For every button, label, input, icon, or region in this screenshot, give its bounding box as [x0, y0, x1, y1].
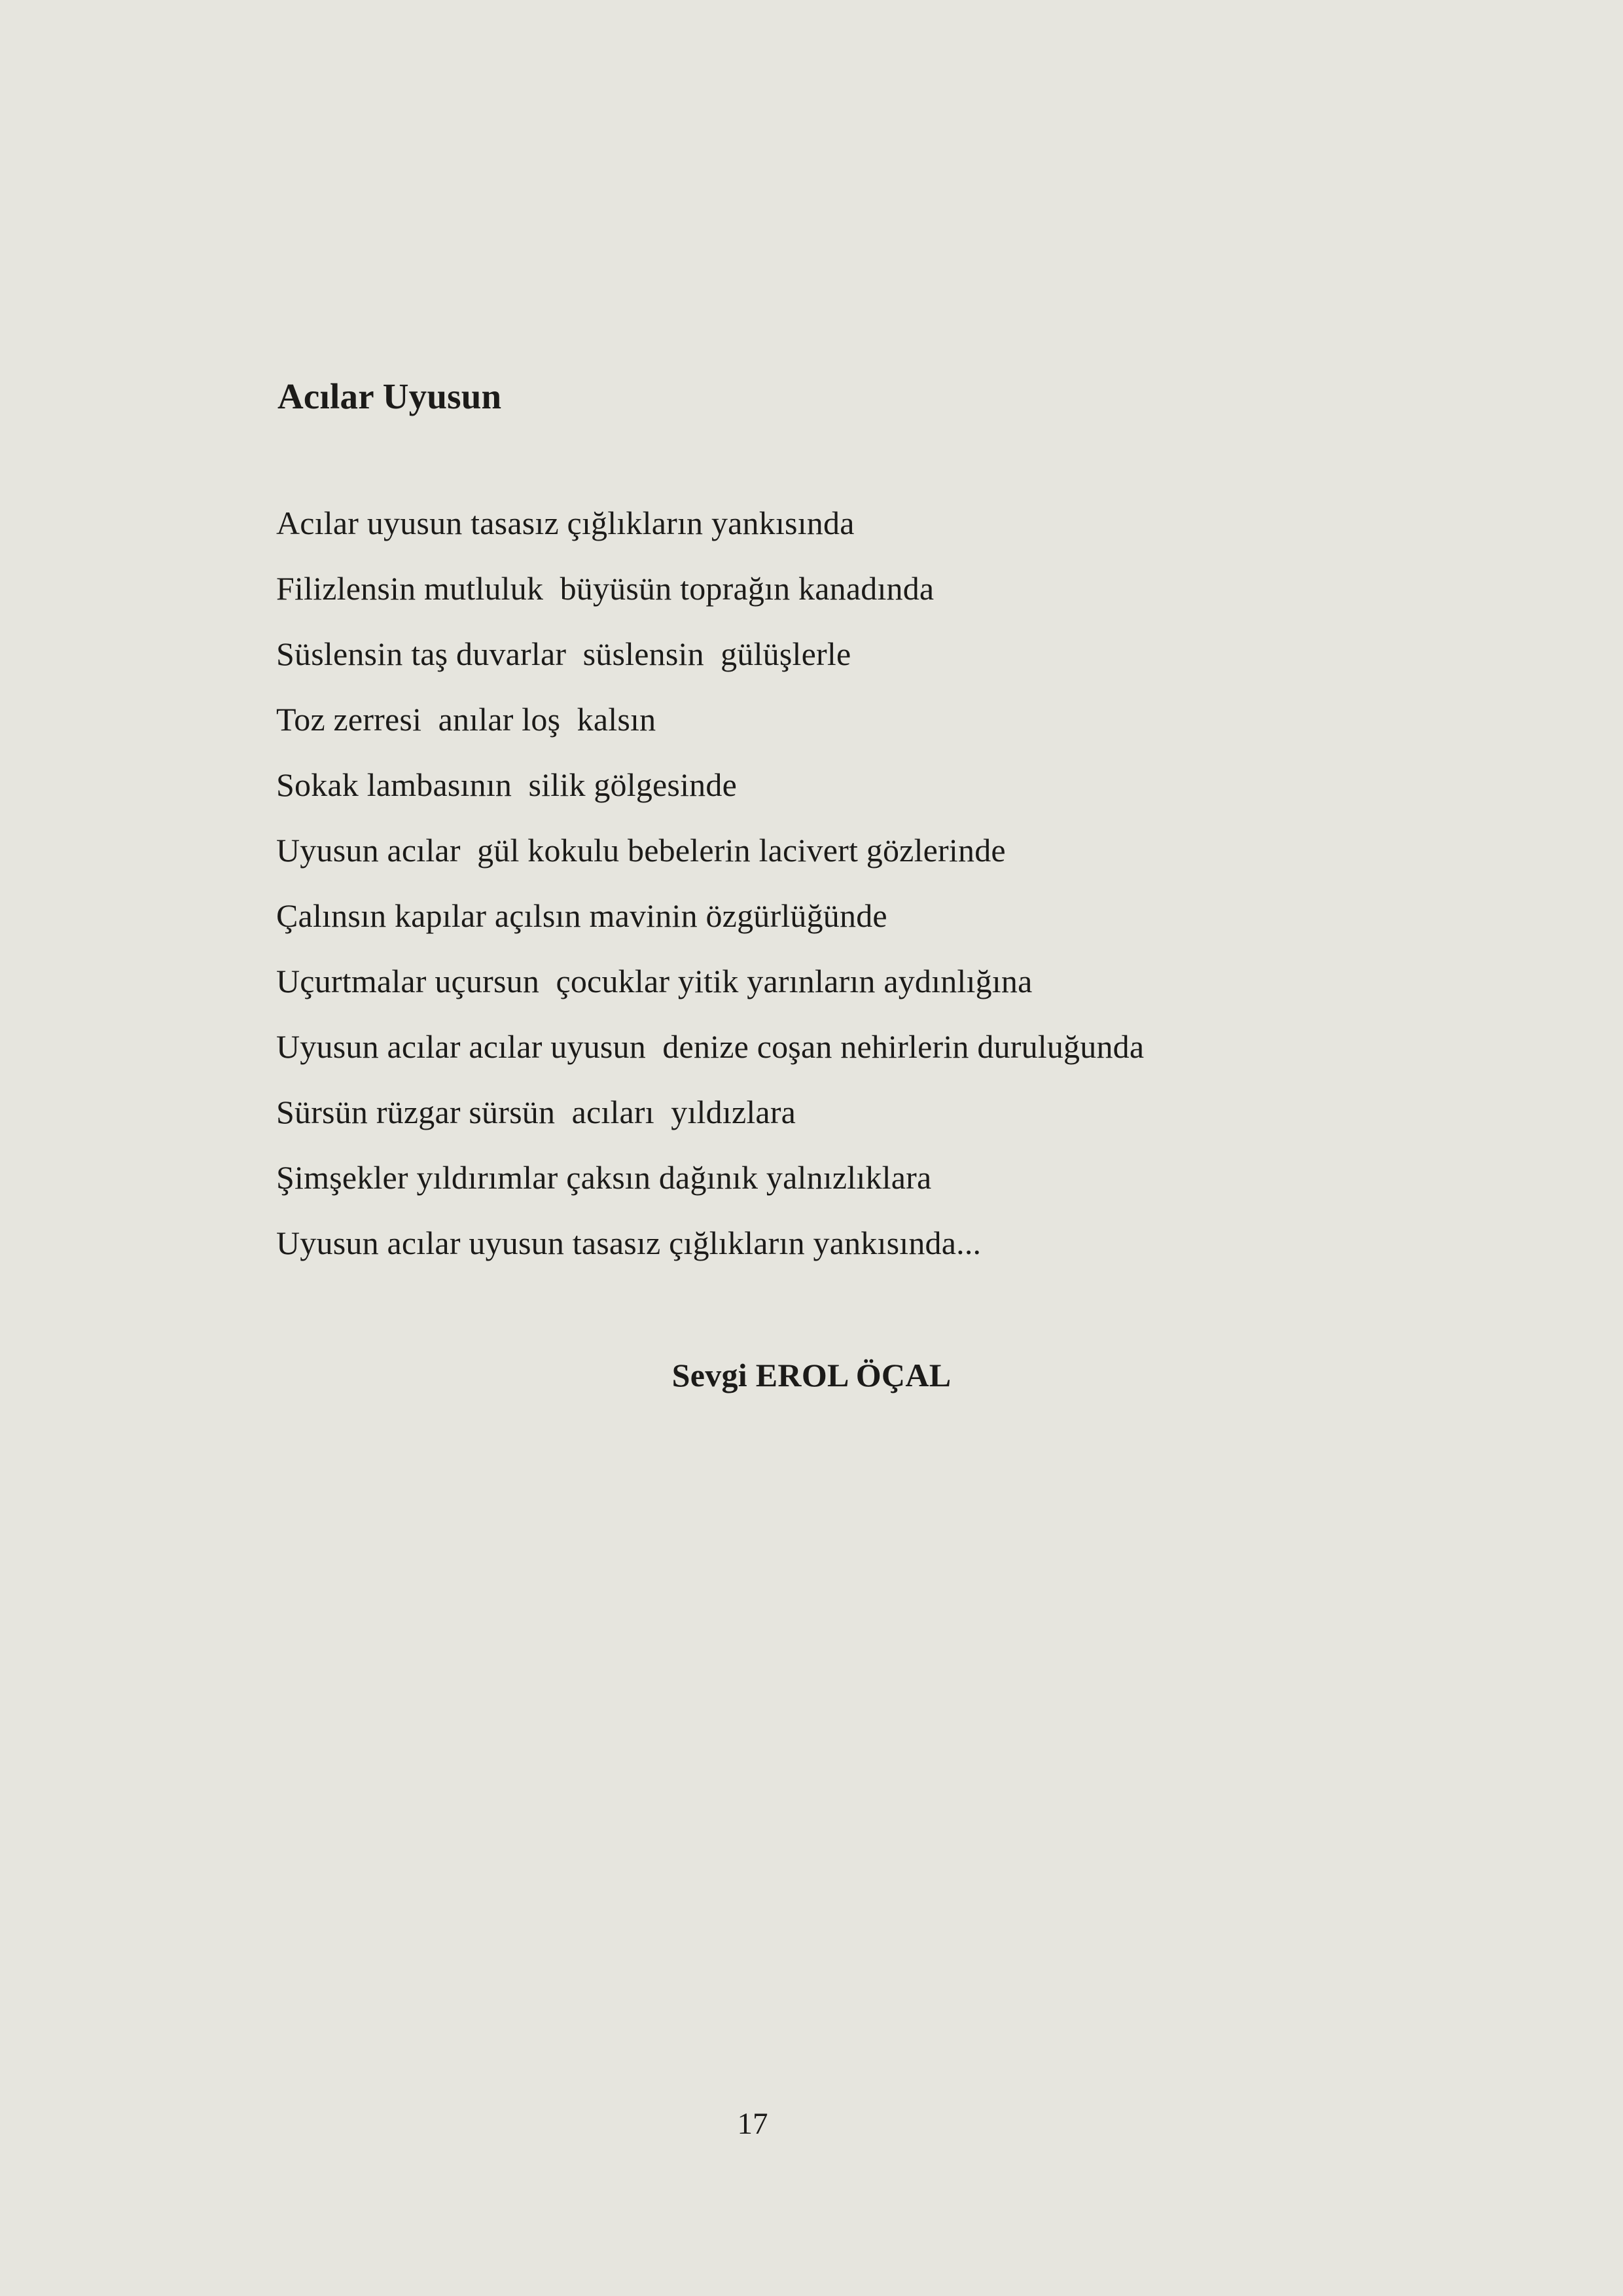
poem-line: Toz zerresi anılar loş kalsın [276, 701, 656, 738]
author-name: Sevgi EROL ÖÇAL [671, 1357, 952, 1393]
poem-line: Uçurtmalar uçursun çocuklar yitik yarınların aydınlığına [276, 963, 1033, 999]
poem-line: Sokak lambasının silik gölgesinde [276, 766, 737, 803]
poem-line: Acılar uyusun tasasız çığlıkların yankısında [276, 505, 855, 541]
poem-line: Şimşekler yıldırımlar çaksın dağınık yalnızlıklara [276, 1159, 932, 1196]
poem-line: Süslensin taş duvarlar süslensin gülüşlerle [276, 636, 851, 672]
poem-line: Çalınsın kapılar açılsın mavinin özgürlüğünde [276, 897, 887, 934]
poem-line: Filizlensin mutluluk büyüsün toprağın kanadında [276, 570, 935, 607]
poem-line: Uyusun acılar gül kokulu bebelerin lacivert gözlerinde [276, 832, 1006, 869]
poem-line: Uyusun acılar acılar uyusun denize coşan nehirlerin duruluğunda [276, 1028, 1145, 1065]
poem-line: Uyusun acılar uyusun tasasız çığlıkların yankısında... [276, 1225, 982, 1261]
page-number: 17 [737, 2107, 768, 2141]
poem-title: Acılar Uyusun [277, 376, 502, 416]
poem-body [276, 490, 1389, 1276]
poem-line: Sürsün rüzgar sürsün acıları yıldızlara [276, 1094, 796, 1130]
